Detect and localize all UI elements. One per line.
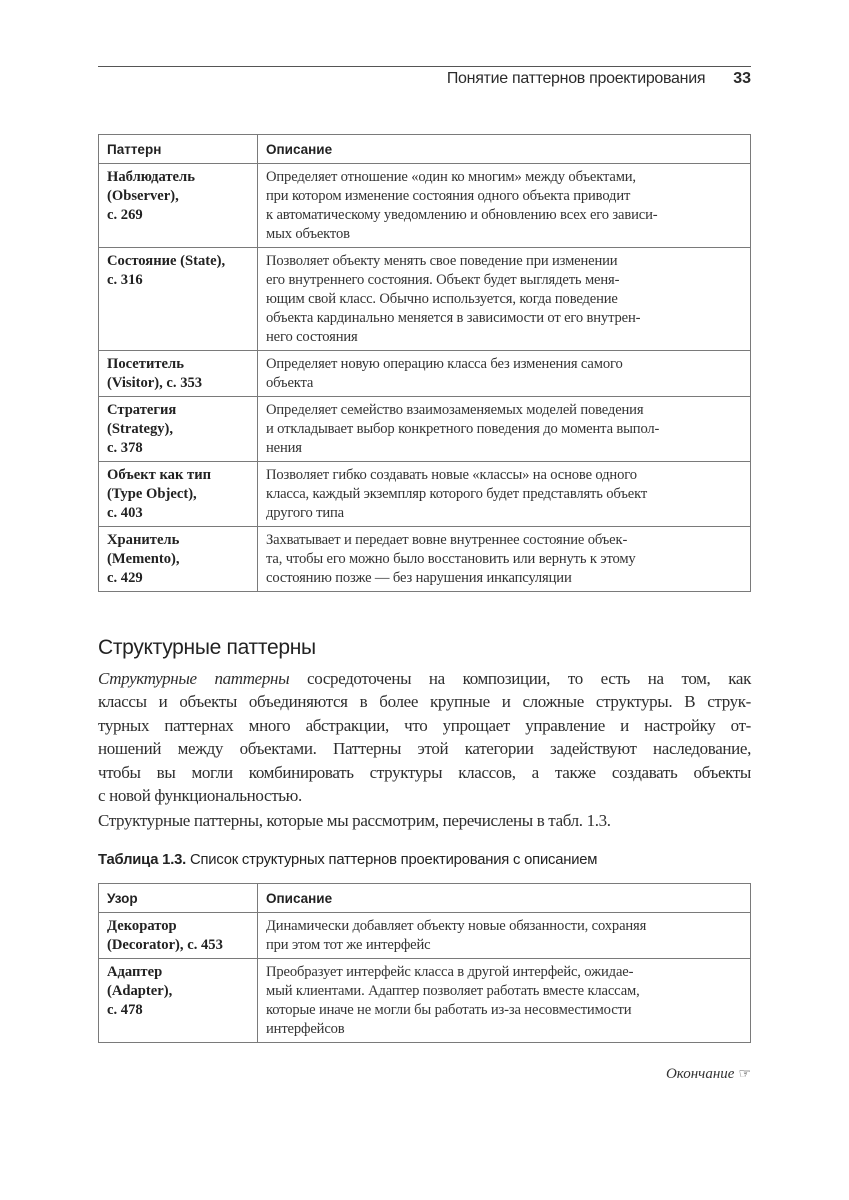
- column-header-pattern: Паттерн: [99, 135, 258, 164]
- table-row: [99, 164, 751, 248]
- section-heading: Структурные паттерны: [98, 636, 316, 659]
- description-line: интерфейсов: [266, 1021, 345, 1037]
- description-line: и откладывает выбор конкретного поведения до момента выпол-: [266, 421, 660, 437]
- paragraph-line: Структурные паттерны, которые мы рассмотрим, перечислены в табл. 1.3.: [98, 811, 611, 830]
- description-line: другого типа: [266, 505, 344, 521]
- pattern-description-cell: [258, 913, 751, 959]
- pattern-name-line: Наблюдатель: [107, 169, 195, 185]
- table-row: [99, 527, 751, 592]
- pattern-name-line: (Strategy),: [107, 421, 174, 437]
- description-line: которые иначе не могли бы работать из-за несовместимости: [266, 1002, 632, 1018]
- header-rule: [98, 66, 751, 67]
- paragraph-line: ношений между объектами. Паттерны этой категории задействуют наследование,: [98, 739, 751, 759]
- pattern-name-cell: [99, 351, 258, 397]
- running-header-title: Понятие паттернов проектирования: [446, 70, 706, 87]
- pattern-name-line: с. 269: [107, 207, 143, 223]
- pattern-name-line: с. 429: [107, 570, 143, 586]
- pattern-name-line: (Adapter),: [107, 983, 173, 999]
- table-row: [99, 462, 751, 527]
- behavioral-patterns-table: [98, 134, 751, 592]
- pattern-description-cell: [258, 164, 751, 248]
- description-line: объекта: [266, 375, 314, 391]
- pattern-description-cell: [258, 462, 751, 527]
- structural-table-body: [99, 913, 751, 1043]
- pattern-name-cell: [99, 959, 258, 1043]
- description-line: класса, каждый экземпляр которого будет представлять объект: [266, 486, 648, 502]
- pattern-description-cell: [258, 248, 751, 351]
- description-line: мый клиентами. Адаптер позволяет работать вместе классам,: [266, 983, 640, 999]
- description-line: при этом тот же интерфейс: [266, 937, 431, 953]
- pattern-name-cell: [99, 462, 258, 527]
- table-row: [99, 959, 751, 1043]
- description-line: к автоматическому уведомлению и обновлению всех его зависи-: [266, 207, 658, 223]
- column-header-description: Описание: [258, 135, 751, 164]
- pattern-name-line: Адаптер: [107, 964, 163, 980]
- pattern-description-cell: [258, 527, 751, 592]
- behavioral-table-body: [99, 164, 751, 592]
- paragraph-line: чтобы вы могли комбинировать структуры классов, а также создавать объекты: [98, 762, 751, 782]
- pattern-name-line: Посетитель: [107, 356, 184, 372]
- running-header: [447, 70, 751, 94]
- pattern-name-cell: [99, 527, 258, 592]
- pattern-name-cell: [99, 248, 258, 351]
- pattern-name-line: с. 316: [107, 272, 143, 288]
- pattern-name-line: с. 403: [107, 505, 143, 521]
- description-line: Позволяет гибко создавать новые «классы» на основе одного: [266, 467, 637, 483]
- description-line: мых объектов: [266, 226, 350, 242]
- table-row: [99, 913, 751, 959]
- description-line: Определяет новую операцию класса без изменения самого: [266, 356, 623, 372]
- pattern-name-line: Хранитель: [107, 532, 180, 548]
- pattern-name-line: с. 378: [107, 440, 143, 456]
- description-line: Захватывает и передает вовне внутреннее состояние объек-: [266, 532, 628, 548]
- paragraph-line: Структурные паттерны сосредоточены на композиции, то есть на том, как: [98, 669, 751, 688]
- table-row: [99, 248, 751, 351]
- term-emphasis: Структурные паттерны: [98, 669, 290, 688]
- pattern-description-cell: [258, 397, 751, 462]
- table-header-row: [99, 135, 751, 164]
- column-header-description: Описание: [258, 884, 751, 913]
- pattern-name-line: Декоратор: [107, 918, 177, 934]
- pattern-name-line: (Observer),: [107, 188, 179, 204]
- description-line: Преобразует интерфейс класса в другой интерфейс, ожидае-: [266, 964, 634, 980]
- table-header-row: [99, 884, 751, 913]
- description-line: его внутреннего состояния. Объект будет выглядеть меня-: [266, 272, 620, 288]
- paragraph-line: турных паттернах много абстракции, что упрощает управление и настройку от-: [98, 715, 751, 735]
- pointing-hand-icon: ☞: [738, 1067, 751, 1082]
- description-line: Позволяет объекту менять свое поведение при изменении: [266, 253, 618, 269]
- description-line: нения: [266, 440, 302, 456]
- description-line: Определяет отношение «один ко многим» между объектами,: [266, 169, 636, 185]
- pattern-name-line: Объект как тип: [107, 467, 212, 483]
- table-row: [99, 351, 751, 397]
- pattern-name-line: (Decorator), с. 453: [107, 937, 223, 953]
- pattern-name-line: Состояние (State),: [107, 253, 226, 269]
- table-reference-paragraph: [98, 809, 751, 832]
- pattern-name-line: (Type Object),: [107, 486, 197, 502]
- intro-paragraph: [98, 667, 751, 807]
- pattern-name-line: Стратегия: [107, 402, 177, 418]
- pattern-name-line: (Visitor), с. 353: [107, 375, 203, 391]
- table-caption: [98, 852, 597, 868]
- description-line: та, чтобы его можно было восстановить или вернуть к этому: [266, 551, 636, 567]
- pattern-name-line: с. 478: [107, 1002, 143, 1018]
- column-header-pattern: Узор: [99, 884, 258, 913]
- table-caption-label: Таблица 1.3.: [98, 852, 187, 868]
- table-caption-text: Список структурных паттернов проектирования с описанием: [186, 852, 598, 868]
- description-line: состоянию позже — без нарушения инкапсуляции: [266, 570, 572, 586]
- description-line: него состояния: [266, 329, 358, 345]
- description-line: Динамически добавляет объекту новые обязанности, сохраняя: [266, 918, 647, 934]
- description-line: ющим свой класс. Обычно используется, когда поведение: [266, 291, 618, 307]
- description-line: объекта кардинально меняется в зависимости от его внутрен-: [266, 310, 641, 326]
- continued-label: Окончание: [665, 1066, 735, 1082]
- page-number: 33: [733, 70, 751, 87]
- description-line: Определяет семейство взаимозаменяемых моделей поведения: [266, 402, 644, 418]
- table-row: [99, 397, 751, 462]
- pattern-description-cell: [258, 959, 751, 1043]
- pattern-name-cell: [99, 164, 258, 248]
- paragraph-line: классы и объекты объединяются в более крупные и сложные структуры. В струк-: [98, 692, 751, 712]
- pattern-description-cell: [258, 351, 751, 397]
- description-line: при котором изменение состояния одного объекта приводит: [266, 188, 631, 204]
- pattern-name-cell: [99, 397, 258, 462]
- pattern-name-line: (Memento),: [107, 551, 180, 567]
- structural-patterns-table: [98, 883, 751, 1043]
- table-continued-note: [666, 1066, 751, 1083]
- paragraph-line: с новой функциональностью.: [98, 786, 302, 806]
- pattern-name-cell: [99, 913, 258, 959]
